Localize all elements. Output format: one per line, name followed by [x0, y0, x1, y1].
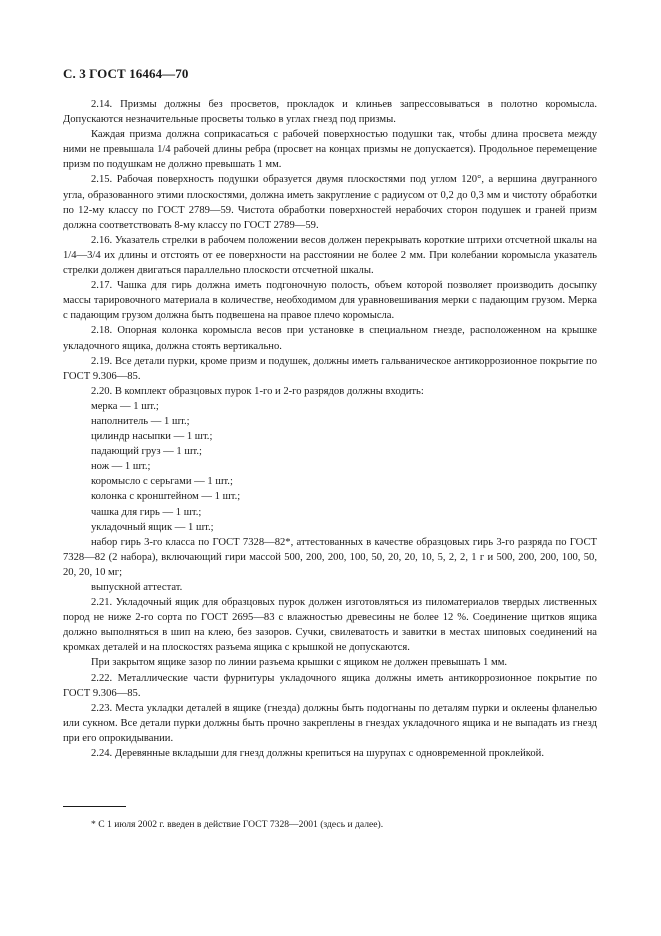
paragraph: 2.21. Укладочный ящик для образцовых пурок должен изготовляться из пиломатериалов твердых лиственных пород не ниже 2-го сорта по ГОСТ 2695—83 с влажностью древесины не более 12 %. Соединение щитков ящика должно выполняться в шип на клею, без зазоров. Сучки, свилеватость и завитки в местах шиповых соединений на кромках деталей и на плоскостях разъема ящика с крышкой не допускаются.	[63, 597, 597, 654]
footnote-divider	[63, 806, 126, 807]
paragraph: 2.16. Указатель стрелки в рабочем положении весов должен перекрывать короткие штрихи отсчетной шкалы на 1/4—3/4 их длины и отстоять от ее поверхности на расстоянии не более 2 мм. При колебании коромысла указатель стрелки должен двигаться параллельно плоскости отсчетной шкалы.	[63, 234, 597, 277]
paragraph: 2.22. Металлические части фурнитуры укладочного ящика должны иметь антикоррозионное покрытие по ГОСТ 9.306—85.	[63, 672, 597, 699]
list-item: цилиндр насыпки — 1 шт.;	[91, 431, 213, 443]
paragraph: 2.18. Опорная колонка коромысла весов при установке в специальном гнезде, расположенном на крышке укладочного ящика, должна стоять вертикально.	[63, 325, 597, 352]
list-item: колонка с кронштейном — 1 шт.;	[91, 491, 241, 503]
paragraph: 2.23. Места укладки деталей в ящике (гнезда) должны быть подогнаны по деталям пурки и оклеены фланелью или сукном. Все детали пурки должны быть прочно закреплены в гнездах укладочного ящика и не выпадать из гнезд при его опрокидывании.	[63, 702, 597, 744]
list-item: падающий груз — 1 шт.;	[91, 446, 202, 458]
paragraph: 2.24. Деревянные вкладыши для гнезд должны крепиться на шурупах с одновременной проклейкой.	[91, 748, 544, 760]
list-item: нож — 1 шт.;	[91, 461, 151, 473]
paragraph: Каждая призма должна соприкасаться с рабочей поверхностью подушки так, чтобы длина просвета между ними не превышала 1/4 рабочей длины ребра (просвет на концах призмы не допускается). Продольное перемещение призм по подушкам не должно превышать 1 мм.	[63, 129, 597, 171]
paragraph: 2.15. Рабочая поверхность подушки образуется двумя плоскостями под углом 120°, а вершина двугранного угла, образованного этими плоскостями, должна иметь закругление с радиусом от 0,2 до 0,3 мм и чистоту обработки по 12-му классу по ГОСТ 2789—59. Чистота обработки поверхностей нерабочих сторон подушек и граней призм должна соответствовать 8-му классу по ГОСТ 2789—59.	[63, 174, 597, 231]
paragraph: 2.14. Призмы должны без просветов, прокладок и клиньев запрессовываться в полотно коромысла. Допускаются незначительные просветы только в углах гнезд под призмы.	[63, 99, 597, 126]
footnote: * С 1 июля 2002 г. введен в действие ГОСТ 7328—2001 (здесь и далее).	[91, 819, 384, 830]
paragraph: При закрытом ящике зазор по линии разъема крышки с ящиком не должен превышать 1 мм.	[91, 657, 508, 669]
paragraph: набор гирь 3-го класса по ГОСТ 7328—82*, аттестованных в качестве образцовых гирь 3-го разряда по ГОСТ 7328—82 (2 набора), включающий гири массой 500, 200, 200, 100, 50, 20, 20, 10, 5, 2, 2, 1 г и 500, 200, 200, 100, 50, 20, 20, 10 мг;	[63, 536, 597, 578]
list-item: укладочный ящик — 1 шт.;	[91, 521, 214, 533]
paragraph: 2.19. Все детали пурки, кроме призм и подушек, должны иметь гальваническое антикоррозионное покрытие по ГОСТ 9.306—85.	[63, 355, 597, 382]
document-body	[63, 97, 597, 761]
page-header: С. 3 ГОСТ 16464—70	[63, 66, 189, 81]
paragraph: 2.17. Чашка для гирь должна иметь подгоночную полость, объем которой позволяет производить досыпку массы тарировочного материала в количестве, необходимом для уравновешивания мерки с падающим грузом. Мерка с падающим грузом должна быть подвешена на правое плечо коромысла.	[63, 280, 597, 322]
list-item: коромысло с серьгами — 1 шт.;	[91, 476, 233, 488]
document-page	[63, 0, 597, 936]
list-item: наполнитель — 1 шт.;	[91, 415, 190, 427]
list-item: чашка для гирь — 1 шт.;	[91, 506, 202, 518]
list-item: выпускной аттестат.	[91, 582, 183, 593]
paragraph: 2.20. В комплект образцовых пурок 1-го и 2-го разрядов должны входить:	[91, 385, 424, 397]
list-item: мерка — 1 шт.;	[91, 400, 159, 412]
